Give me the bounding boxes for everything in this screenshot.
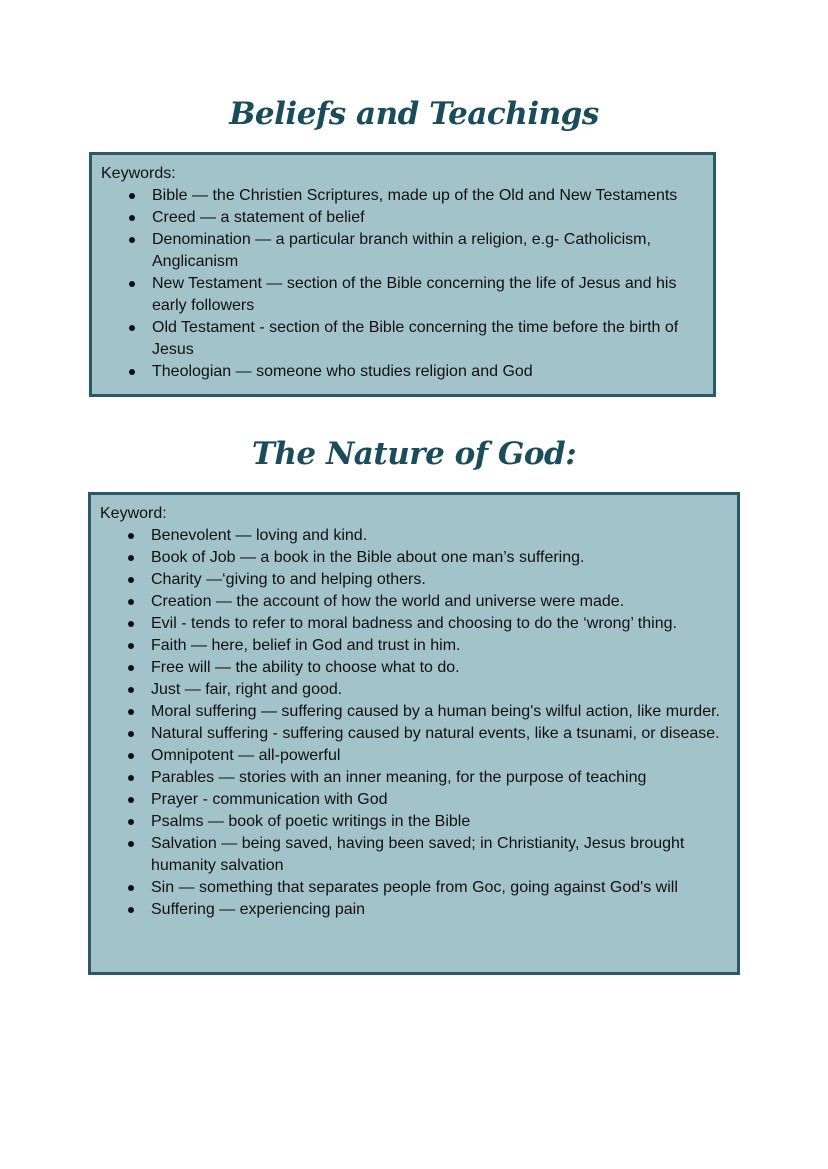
keyword-item: Bible — the Christien Scriptures, made up of the Old and New Testaments (101, 185, 703, 207)
keyword-item: Suffering — experiencing pain (100, 899, 727, 921)
keywords-label: Keyword: (100, 505, 167, 522)
keyword-item: Faith — here, belief in God and trust in him. (100, 635, 727, 657)
keyword-item: Parables — stories with an inner meaning, for the purpose of teaching (100, 767, 727, 789)
keyword-item: Natural suffering - suffering caused by natural events, like a tsunami, or disease. (100, 723, 727, 745)
keyword-item: Old Testament - section of the Bible concerning the time before the birth of Jesus (101, 317, 703, 361)
keywords-label: Keywords: (101, 165, 176, 182)
keyword-item: Just — fair, right and good. (100, 679, 727, 701)
keyword-item: Free will — the ability to choose what to do. (100, 657, 727, 679)
keywords-box-nature-of-god (88, 492, 740, 975)
keyword-item: Evil - tends to refer to moral badness and choosing to do the ‘wrong’ thing. (100, 613, 727, 635)
keyword-item: Charity —‘giving to and helping others. (100, 569, 727, 591)
keywords-box-beliefs (89, 152, 716, 397)
section-title-beliefs: Beliefs and Teachings (229, 96, 599, 132)
keyword-item: Moral suffering — suffering caused by a human being's wilful action, like murder. (100, 701, 727, 723)
keyword-item: Sin — something that separates people from Goc, going against God's will (100, 877, 727, 899)
keyword-item: Psalms — book of poetic writings in the Bible (100, 811, 727, 833)
keyword-item: Creation — the account of how the world and universe were made. (100, 591, 727, 613)
keyword-list-nature-of-god (100, 525, 727, 921)
keyword-item: Creed — a statement of belief (101, 207, 703, 229)
keyword-item: Denomination — a particular branch within a religion, e.g- Catholicism, Anglicanism (101, 229, 703, 273)
keyword-item: New Testament — section of the Bible concerning the life of Jesus and his early followers (101, 273, 703, 317)
keyword-item: Prayer - communication with God (100, 789, 727, 811)
keyword-item: Salvation — being saved, having been saved; in Christianity, Jesus brought humanity salvation (100, 833, 727, 877)
section-title-nature-of-god: The Nature of God: (251, 436, 577, 472)
keyword-item: Book of Job — a book in the Bible about one man’s suffering. (100, 547, 727, 569)
keyword-item: Omnipotent — all-powerful (100, 745, 727, 767)
keyword-item: Theologian — someone who studies religion and God (101, 361, 703, 383)
keyword-list-beliefs (101, 185, 703, 383)
keyword-item: Benevolent — loving and kind. (100, 525, 727, 547)
